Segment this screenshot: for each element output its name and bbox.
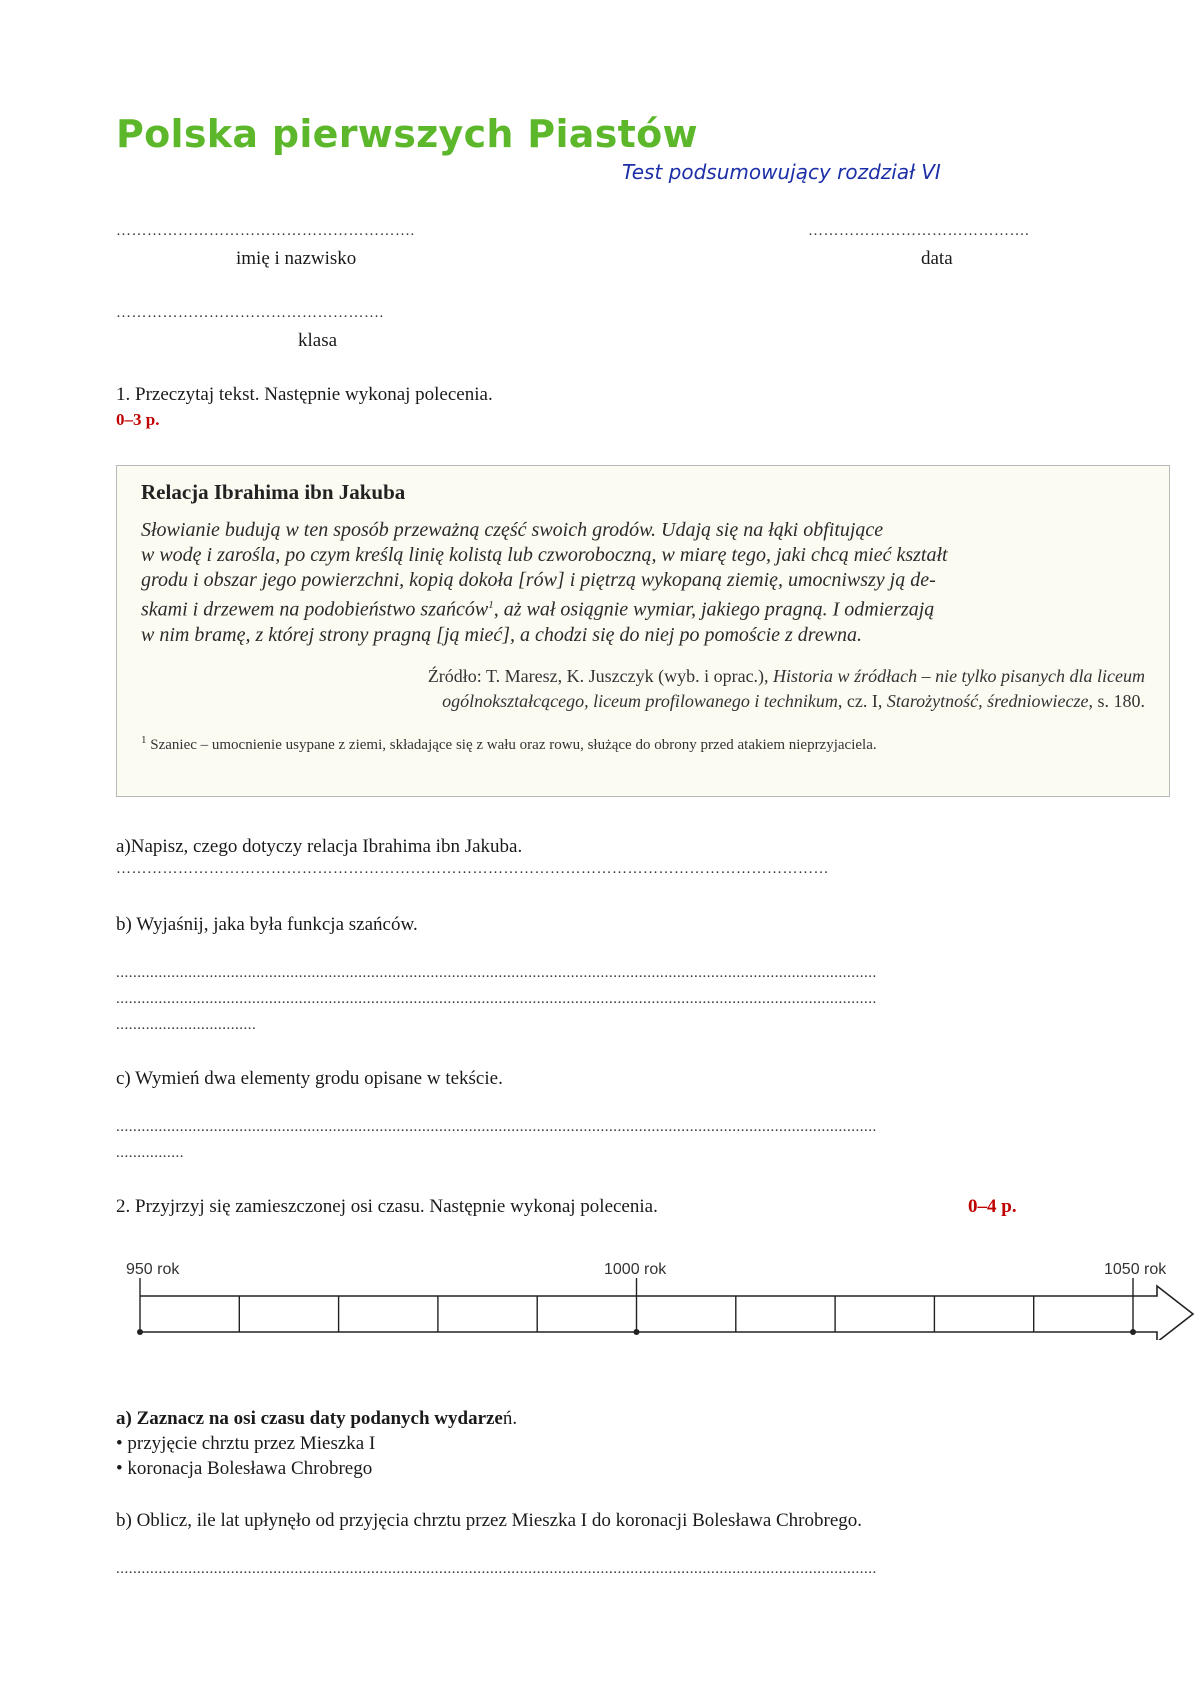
- task1b-answer-line[interactable]: ...................................................................................................................................................................................: [116, 991, 877, 1007]
- timeline-dot: [634, 1329, 640, 1335]
- event-item: • przyjęcie chrztu przez Mieszka I: [116, 1433, 376, 1454]
- class-field[interactable]: …………………………………………….: [116, 305, 384, 321]
- citation-book-title: Historia w źródłach – nie tylko pisanych dla liceum: [773, 666, 1145, 686]
- footnote-mark: 1: [488, 599, 494, 611]
- source-footnote: [141, 734, 877, 754]
- date-label: data: [921, 248, 953, 269]
- task1a-question: a)Napisz, czego dotyczy relacja Ibrahima ibn Jakuba.: [116, 836, 523, 857]
- source-line: grodu i obszar jego powierzchni, kopią dokoła [rów] i piętrzą wykopaną ziemię, umocniwszy ją de-: [141, 569, 936, 591]
- event-item: • koronacja Bolesława Chrobrego: [116, 1458, 373, 1479]
- date-field[interactable]: …………………………………….: [808, 223, 1030, 239]
- page-title: Polska pierwszych Piastów: [116, 112, 698, 156]
- task2a-question-bold: a) Zaznacz na osi czasu daty podanych wydarze: [116, 1408, 503, 1429]
- name-label: imię i nazwisko: [236, 248, 357, 269]
- task1-instruction: 1. Przeczytaj tekst. Następnie wykonaj polecenia.: [116, 384, 493, 405]
- task1c-answer-line[interactable]: ................: [116, 1145, 184, 1161]
- page-subtitle: Test podsumowujący rozdział VI: [622, 160, 941, 184]
- footnote-text: Szaniec – umocnienie usypane z ziemi, składające się z wału oraz rowu, służące do obrony przed atakiem nieprzyjaciela.: [150, 737, 877, 753]
- task2a-question-rest: ń.: [502, 1408, 518, 1429]
- citation-part: , cz. I,: [837, 691, 887, 711]
- timeline-label-mid: 1000 rok: [604, 1261, 667, 1278]
- source-line: w wodę i zarośla, po czym kreślą linię kolistą lub czworoboczną, w miarę tego, jaki chcą mieć kształt: [141, 544, 948, 566]
- source-line: [141, 593, 1141, 623]
- citation-prefix: Źródło: T. Maresz, K. Juszczyk (wyb. i oprac.),: [427, 666, 774, 686]
- class-label: klasa: [298, 330, 338, 351]
- timeline-dot: [1130, 1329, 1136, 1335]
- source-citation: [428, 664, 1145, 714]
- timeline-label-end: 1050 rok: [1104, 1261, 1167, 1278]
- task1b-question: b) Wyjaśnij, jaka była funkcja szańców.: [116, 914, 418, 935]
- source-line: Słowianie budują w ten sposób przeważną część swoich grodów. Udają się na łąki obfitujące: [141, 519, 884, 541]
- task1c-answer-line[interactable]: ...................................................................................................................................................................................: [116, 1119, 877, 1135]
- source-line: w nim bramę, z której strony pragną [ją mieć], a chodzi się do niej po pomoście z drewna.: [141, 623, 863, 646]
- timeline-dot: [137, 1329, 143, 1335]
- timeline-arrow-icon: [1133, 1286, 1193, 1340]
- task2-points: 0–4 p.: [968, 1196, 1017, 1217]
- footnote-number: 1: [141, 734, 147, 746]
- task2b-question: b) Oblicz, ile lat upłynęło od przyjęcia chrztu przez Mieszka I do koronacji Bolesława Chrobrego.: [116, 1510, 863, 1531]
- source-title: Relacja Ibrahima ibn Jakuba: [141, 480, 406, 504]
- timeline[interactable]: [120, 1250, 1200, 1340]
- task1b-answer-line[interactable]: ...................................................................................................................................................................................: [116, 965, 877, 981]
- source-text: [141, 518, 1141, 648]
- task1a-answer-line[interactable]: …………………………………………………………………………………………………………………………: [116, 861, 829, 877]
- citation-volume-title: Starożytność, średniowiecze: [886, 691, 1089, 711]
- timeline-label-start: 950 rok: [126, 1261, 180, 1278]
- task2b-answer-line[interactable]: ...................................................................................................................................................................................: [116, 1561, 877, 1577]
- task1b-answer-line[interactable]: .................................: [116, 1017, 257, 1033]
- citation-page: , s. 180.: [1088, 691, 1145, 711]
- task2a-question: [116, 1408, 517, 1430]
- source-line-part: skami i drzewem na podobieństwo szańców: [141, 598, 489, 621]
- citation-book-title-cont: ogólnokształcącego, liceum profilowanego i technikum: [442, 691, 838, 711]
- name-field[interactable]: ………………………………………………….: [116, 223, 415, 239]
- source-line-part: , aż wał osiągnie wymiar, jakiego pragną. I odmierzają: [493, 598, 935, 621]
- task2-instruction: 2. Przyjrzyj się zamieszczonej osi czasu. Następnie wykonaj polecenia.: [116, 1196, 658, 1217]
- task1-points: 0–3 p.: [116, 410, 160, 429]
- source-box: [116, 465, 1170, 797]
- task1c-question: c) Wymień dwa elementy grodu opisane w tekście.: [116, 1068, 503, 1089]
